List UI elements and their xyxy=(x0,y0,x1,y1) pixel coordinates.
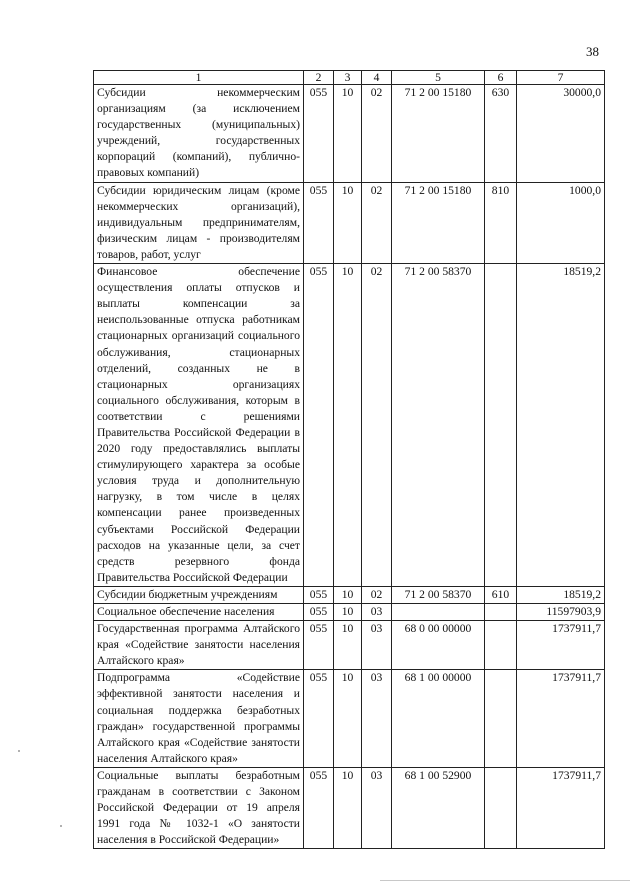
cell-amount: 1737911,7 xyxy=(517,767,605,848)
cell-target-article: 68 0 00 00000 xyxy=(392,621,485,670)
cell-section: 10 xyxy=(334,264,362,587)
cell-subsection: 02 xyxy=(362,85,392,183)
cell-target-article: 71 2 00 58370 xyxy=(392,586,485,603)
cell-target-article xyxy=(392,604,485,621)
cell-name: Субсидии бюджетным учреждениям xyxy=(94,586,304,603)
cell-expense-type xyxy=(485,621,517,670)
col-header-subsection: 4 xyxy=(362,71,392,85)
cell-name: Финансовое обеспечение осуществления оплаты отпусков и выплаты компенсации за неиспользованные отпуска работникам стационарных организаций социального обслуживания, стационарных отделений, созданных не в стационарных организациях социального обслуживания, которым в соответствии с решениями Правительства Российской Федерации в 2020 году предоставлялись выплаты стимулирующего характера за особые условия труда и дополнительную нагрузку, в том числе в целях компенсации ранее произведенных субъектами Российской Федерации расходов на указанные цели, за счет средств резервного фонда Правительства Российской Федерации xyxy=(94,264,304,587)
cell-admin: 055 xyxy=(304,182,334,263)
cell-section: 10 xyxy=(334,182,362,263)
cell-name: Социальные выплаты безработным гражданам в соответствии с Законом Российской Федерации от 19 апреля 1991 года № 1032-1 «О занятости населения в Российской Федерации» xyxy=(94,767,304,848)
cell-subsection: 03 xyxy=(362,670,392,768)
cell-admin: 055 xyxy=(304,621,334,670)
cell-name: Подпрограмма «Содействие эффективной занятости населения и социальная поддержка безработных граждан» государственной программы Алтайского края «Содействие занятости населения Алтайского края» xyxy=(94,670,304,768)
cell-section: 10 xyxy=(334,670,362,768)
table-row xyxy=(94,182,605,263)
cell-target-article: 68 1 00 00000 xyxy=(392,670,485,768)
cell-target-article: 71 2 00 15180 xyxy=(392,85,485,183)
table-row xyxy=(94,670,605,768)
cell-expense-type xyxy=(485,670,517,768)
cell-name: Субсидии некоммерческим организациям (за исключением государственных (муниципальных) учреждений, государственных корпораций (компаний), публично-правовых компаний) xyxy=(94,85,304,183)
cell-target-article: 68 1 00 52900 xyxy=(392,767,485,848)
scan-edge-line xyxy=(380,880,630,881)
cell-subsection: 03 xyxy=(362,767,392,848)
cell-target-article: 71 2 00 58370 xyxy=(392,264,485,587)
budget-table xyxy=(93,70,605,849)
cell-amount: 18519,2 xyxy=(517,264,605,587)
cell-expense-type xyxy=(485,604,517,621)
cell-admin: 055 xyxy=(304,670,334,768)
cell-section: 10 xyxy=(334,621,362,670)
cell-amount: 30000,0 xyxy=(517,85,605,183)
cell-amount: 1000,0 xyxy=(517,182,605,263)
table-row xyxy=(94,85,605,183)
table-header-row xyxy=(94,71,605,85)
table-row xyxy=(94,586,605,603)
cell-name: Социальное обеспечение населения xyxy=(94,604,304,621)
cell-subsection: 03 xyxy=(362,621,392,670)
cell-section: 10 xyxy=(334,604,362,621)
col-header-amount: 7 xyxy=(517,71,605,85)
cell-subsection: 02 xyxy=(362,182,392,263)
cell-subsection: 02 xyxy=(362,264,392,587)
cell-admin: 055 xyxy=(304,586,334,603)
cell-expense-type: 630 xyxy=(485,85,517,183)
cell-amount: 1737911,7 xyxy=(517,670,605,768)
cell-section: 10 xyxy=(334,586,362,603)
col-header-target-article: 5 xyxy=(392,71,485,85)
cell-section: 10 xyxy=(334,767,362,848)
page-number: 38 xyxy=(586,44,599,59)
table-row xyxy=(94,264,605,587)
scan-speck xyxy=(18,750,20,752)
table-row xyxy=(94,604,605,621)
table-row xyxy=(94,621,605,670)
cell-name: Государственная программа Алтайского края «Содействие занятости населения Алтайского края» xyxy=(94,621,304,670)
cell-expense-type xyxy=(485,767,517,848)
col-header-admin: 2 xyxy=(304,71,334,85)
cell-amount: 11597903,9 xyxy=(517,604,605,621)
cell-name: Субсидии юридическим лицам (кроме некоммерческих организаций), индивидуальным предпринимателям, физическим лицам - производителям товаров, работ, услуг xyxy=(94,182,304,263)
cell-subsection: 03 xyxy=(362,604,392,621)
cell-admin: 055 xyxy=(304,264,334,587)
col-header-expense-type: 6 xyxy=(485,71,517,85)
cell-target-article: 71 2 00 15180 xyxy=(392,182,485,263)
cell-expense-type: 610 xyxy=(485,586,517,603)
scan-speck xyxy=(60,825,62,827)
cell-expense-type: 810 xyxy=(485,182,517,263)
col-header-name: 1 xyxy=(94,71,304,85)
col-header-section: 3 xyxy=(334,71,362,85)
table-row xyxy=(94,767,605,848)
cell-expense-type xyxy=(485,264,517,587)
cell-section: 10 xyxy=(334,85,362,183)
cell-amount: 1737911,7 xyxy=(517,621,605,670)
cell-amount: 18519,2 xyxy=(517,586,605,603)
cell-admin: 055 xyxy=(304,604,334,621)
cell-admin: 055 xyxy=(304,767,334,848)
cell-admin: 055 xyxy=(304,85,334,183)
cell-subsection: 02 xyxy=(362,586,392,603)
